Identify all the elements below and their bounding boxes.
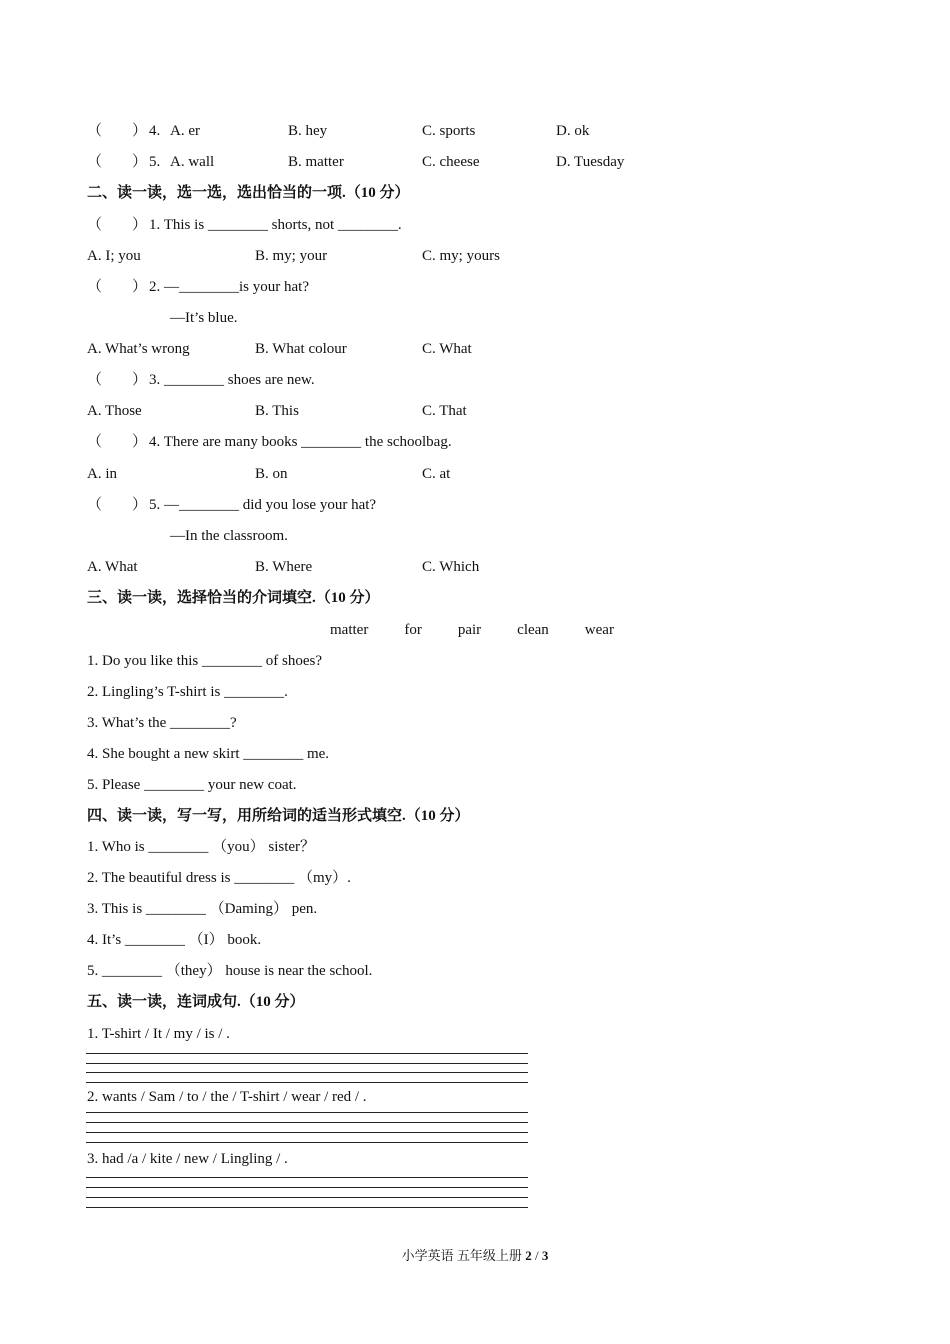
answer-bracket: （ ） <box>87 434 148 450</box>
option-a: A. in <box>87 466 117 482</box>
option-c: C. Which <box>422 559 480 575</box>
s2-q3 <box>87 370 315 390</box>
s4-item: 5. ________ （they） house is near the school. <box>87 963 373 979</box>
word-bank-item: clean <box>517 622 549 638</box>
item-number: 5. <box>149 154 161 170</box>
writing-line <box>86 1197 528 1198</box>
answer-bracket: （ ） <box>87 217 148 233</box>
option-a: A. wall <box>170 154 215 170</box>
answer-bracket: （ ） <box>87 372 148 388</box>
option-c: C. sports <box>422 123 476 139</box>
part1-item-5 <box>87 152 160 172</box>
answer-bracket: （ ） <box>87 123 148 139</box>
option-a: A. Those <box>87 403 142 419</box>
option-a: A. er <box>170 123 200 139</box>
s5-item: 3. had /a / kite / new / Lingling / . <box>87 1151 288 1167</box>
dialogue-reply: —In the classroom. <box>170 528 288 544</box>
option-b: B. my; your <box>255 248 328 264</box>
section4-heading: 四、读一读，写一写，用所给词的适当形式填空.（10 分） <box>87 808 470 824</box>
answer-bracket: （ ） <box>87 154 148 170</box>
option-c: C. my; yours <box>422 248 500 264</box>
s4-item: 2. The beautiful dress is ________ （my）. <box>87 870 351 886</box>
word-bank-item: matter <box>330 622 369 638</box>
option-a: A. I; you <box>87 248 141 264</box>
s3-item: 5. Please ________ your new coat. <box>87 777 297 793</box>
s5-item: 1. T-shirt / It / my / is / . <box>87 1026 230 1042</box>
writing-line <box>86 1132 528 1133</box>
page-separator: / <box>534 1248 539 1263</box>
option-c: C. at <box>422 466 451 482</box>
writing-line <box>86 1063 528 1064</box>
writing-line <box>86 1187 528 1188</box>
s3-item: 3. What’s the ________? <box>87 715 237 731</box>
part1-item-4 <box>87 121 160 141</box>
option-c: C. That <box>422 403 467 419</box>
writing-line <box>86 1072 528 1073</box>
s2-q1 <box>87 215 402 235</box>
word-bank <box>330 620 650 640</box>
writing-line <box>86 1053 528 1054</box>
option-c: C. What <box>422 341 472 357</box>
option-b: B. What colour <box>255 341 347 357</box>
page-number: 2 <box>525 1248 532 1263</box>
option-d: D. Tuesday <box>556 154 625 170</box>
writing-line <box>86 1207 528 1208</box>
option-b: B. Where <box>255 559 313 575</box>
page-footer <box>0 1247 950 1265</box>
option-d: D. ok <box>556 123 590 139</box>
word-bank-item: pair <box>457 622 482 638</box>
s3-item: 4. She bought a new skirt ________ me. <box>87 746 330 762</box>
s3-item: 2. Lingling’s T-shirt is ________. <box>87 684 288 700</box>
word-bank-item: wear <box>584 622 614 638</box>
s4-item: 4. It’s ________ （I） book. <box>87 932 262 948</box>
word-bank-item: for <box>404 622 422 638</box>
question-stem: 3. ________ shoes are new. <box>149 372 315 388</box>
option-b: B. This <box>255 403 299 419</box>
writing-line <box>86 1112 528 1113</box>
s4-item: 1. Who is ________ （you） sister？ <box>87 839 316 855</box>
page-total: 3 <box>541 1248 549 1263</box>
writing-line <box>86 1122 528 1123</box>
item-number: 4. <box>149 123 161 139</box>
dialogue-reply: —It’s blue. <box>170 310 238 326</box>
section5-heading: 五、读一读，连词成句.（10 分） <box>87 994 305 1010</box>
s4-item: 3. This is ________ （Daming） pen. <box>87 901 318 917</box>
option-a: A. What <box>87 559 138 575</box>
question-stem: 2. —________is your hat? <box>149 279 309 295</box>
writing-line <box>86 1177 528 1178</box>
s2-q5 <box>87 495 376 515</box>
option-b: B. hey <box>288 123 328 139</box>
question-stem: 4. There are many books ________ the schoolbag. <box>149 434 452 450</box>
question-stem: 1. This is ________ shorts, not ________. <box>149 217 402 233</box>
section2-heading: 二、读一读，选一选，选出恰当的一项.（10 分） <box>87 185 410 201</box>
s3-item: 1. Do you like this ________ of shoes? <box>87 653 322 669</box>
question-stem: 5. —________ did you lose your hat? <box>149 497 377 513</box>
answer-bracket: （ ） <box>87 279 148 295</box>
option-a: A. What’s wrong <box>87 341 190 357</box>
writing-line <box>86 1142 528 1143</box>
s2-q2 <box>87 277 309 297</box>
option-b: B. on <box>255 466 288 482</box>
option-c: C. cheese <box>422 154 480 170</box>
answer-bracket: （ ） <box>87 497 148 513</box>
s2-q4 <box>87 432 452 452</box>
section3-heading: 三、读一读，选择恰当的介词填空.（10 分） <box>87 590 380 606</box>
footer-label: 小学英语 五年级上册 <box>401 1248 522 1263</box>
s5-item: 2. wants / Sam / to / the / T-shirt / wear / red / . <box>87 1089 367 1105</box>
option-b: B. matter <box>288 154 344 170</box>
writing-line <box>86 1082 528 1083</box>
